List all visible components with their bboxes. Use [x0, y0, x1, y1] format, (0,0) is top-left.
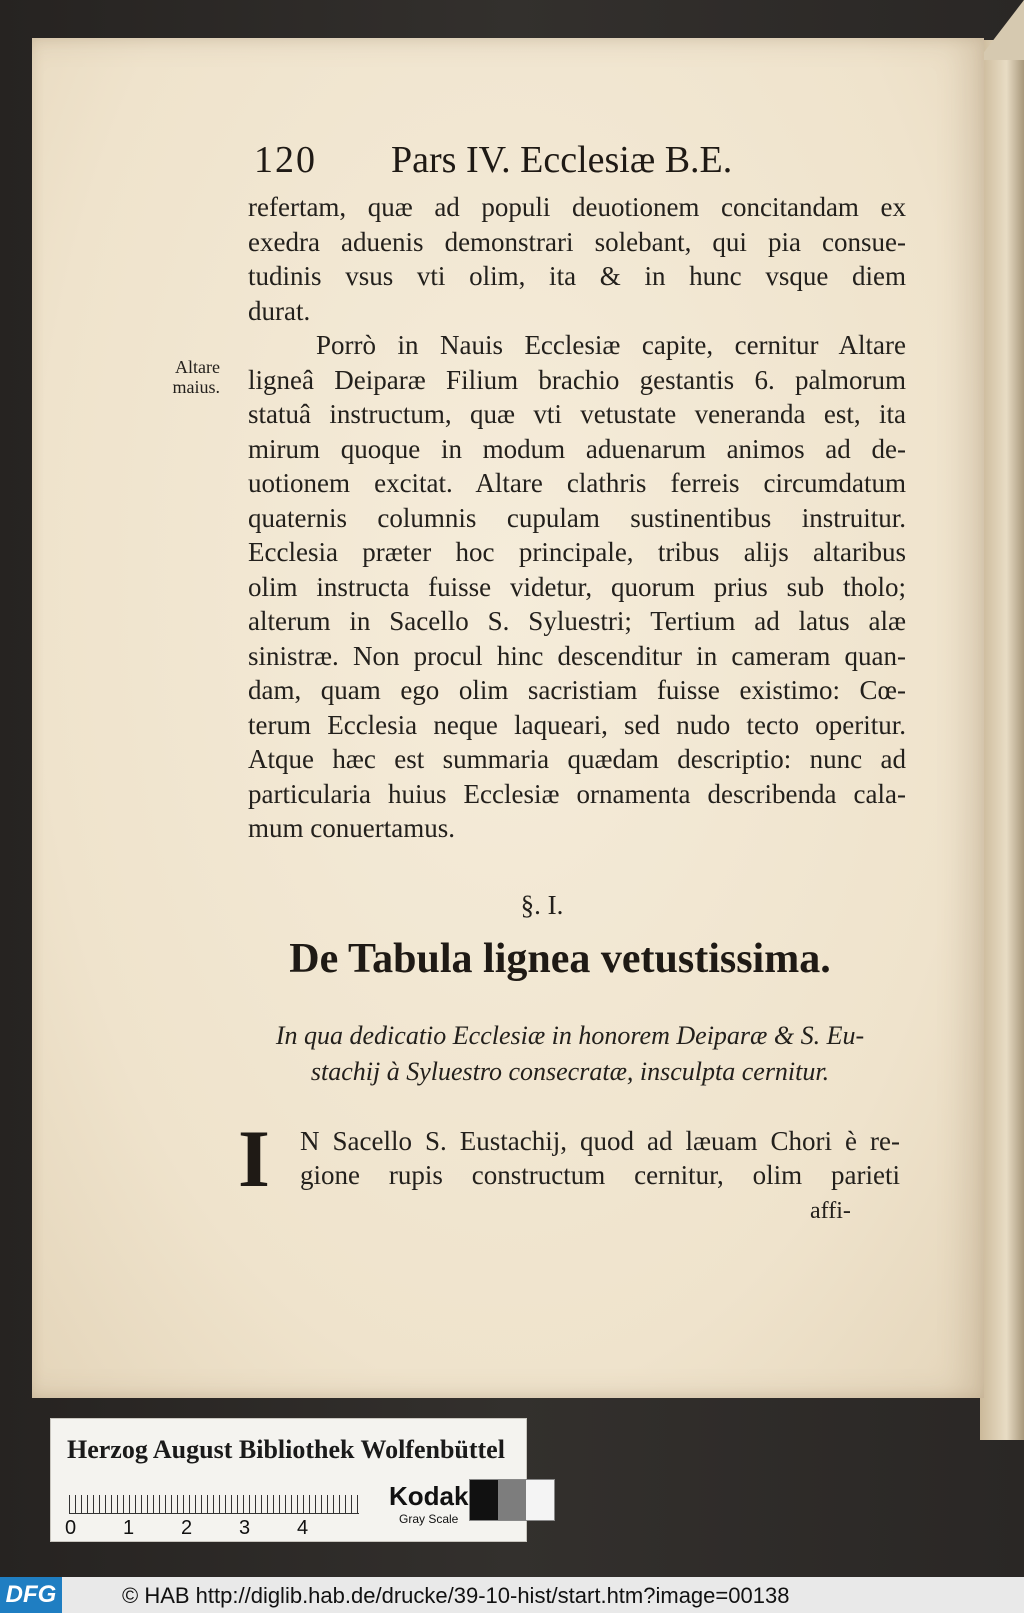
- ruler-number: 4: [297, 1517, 309, 1539]
- catchword: affi-: [810, 1198, 851, 1224]
- text-line: N Sacello S. Eustachij, quod ad læuam Chori è re-: [300, 1126, 900, 1156]
- library-color-target: [50, 1418, 527, 1542]
- section-mark: §. I.: [520, 890, 564, 920]
- gray-scale-swatches: [469, 1479, 555, 1521]
- text-line: ligneâ Deiparæ Filium brachio gestantis 6. palmorum: [248, 364, 906, 395]
- text-line: gione rupis constructum cernitur, olim parieti: [300, 1160, 900, 1190]
- text-line: uotionem excitat. Altare clathris ferreis circumdatum: [248, 468, 906, 498]
- subtitle-line: stachij à Syluestro consecratæ, insculpta cernitur.: [310, 1057, 830, 1086]
- kodak-subtitle: Gray Scale: [399, 1512, 459, 1526]
- text-line: Atque hæc est summaria quædam descriptio: nunc ad: [248, 744, 906, 774]
- text-line: statuâ instructum, quæ vti vetustate veneranda est, ita: [248, 399, 906, 429]
- section-title: De Tabula lignea vetustissima.: [289, 936, 831, 982]
- page-header: [254, 138, 732, 182]
- ruler-number: 3: [239, 1517, 251, 1539]
- library-name: Herzog August Bibliothek Wolfenbüttel: [67, 1435, 505, 1464]
- text-line: exedra aduenis demonstrari solebant, qui pia consue-: [248, 226, 906, 257]
- text-line: alterum in Sacello S. Syluestri; Tertium ad latus alæ: [248, 606, 906, 636]
- text-line: mum conuertamus.: [248, 813, 455, 843]
- section-subtitle: [240, 1018, 900, 1090]
- copyright-url[interactable]: © HAB http://diglib.hab.de/drucke/39-10-hist/start.htm?image=00138: [122, 1583, 790, 1608]
- ruler-number: 0: [65, 1517, 77, 1539]
- text-line: olim instructa fuisse videtur, quorum prius sub tholo;: [248, 571, 906, 602]
- subtitle-line: In qua dedicatio Ecclesiæ in honorem Deiparæ & S. Eu-: [275, 1021, 865, 1050]
- drop-cap: I: [238, 1113, 270, 1204]
- kodak-mark: [389, 1481, 468, 1526]
- body-text: [248, 190, 906, 846]
- text-line: particularia huius Ecclesiæ ornamenta describenda cala-: [248, 778, 906, 809]
- text-line: refertam, quæ ad populi deuotionem concitandam ex: [248, 192, 906, 222]
- kodak-brand: Kodak: [389, 1481, 469, 1511]
- running-head: Pars IV. Ecclesiæ B.E.: [391, 139, 733, 181]
- page-number: 120: [254, 139, 317, 181]
- text-line: tudinis vsus vti olim, ita & in hunc vsque diem: [248, 261, 906, 291]
- text-line: sinistræ. Non procul hinc descenditur in cameram quan-: [248, 640, 906, 671]
- gray-swatch: [498, 1480, 526, 1520]
- text-line: mirum quoque in modum aduenarum animos ad de-: [248, 433, 906, 464]
- text-line: durat.: [248, 295, 311, 326]
- text-line: Ecclesia præter hoc principale, tribus alijs altaribus: [248, 537, 906, 567]
- footer-bar: [0, 1577, 1024, 1613]
- gray-swatch: [470, 1480, 498, 1520]
- ruler-number: 1: [123, 1517, 135, 1539]
- margin-note-line: Altare: [175, 357, 220, 377]
- dfg-logo: DFG: [0, 1577, 62, 1613]
- margin-note: [136, 357, 220, 397]
- text-line: quaternis columnis cupulam sustinentibus instruitur.: [248, 502, 906, 533]
- ruler-number: 2: [181, 1517, 193, 1539]
- text-line: dam, quam ego olim sacristiam fuisse existimo: Cœ-: [248, 675, 906, 705]
- text-line: terum Ecclesia neque laqueari, sed nudo tecto operitur.: [248, 709, 906, 740]
- gray-swatch: [526, 1480, 554, 1520]
- next-page-edge: [980, 40, 1024, 1440]
- margin-note-line: maius.: [172, 377, 220, 397]
- text-line: Porrò in Nauis Ecclesiæ capite, cernitur Altare: [316, 330, 906, 360]
- paragraph-start: [300, 1124, 900, 1192]
- scale-ruler: [69, 1479, 359, 1514]
